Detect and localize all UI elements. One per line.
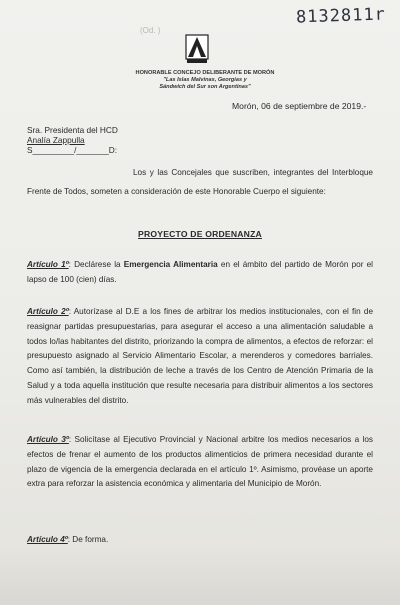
article-3-text: : Solicítase al Ejecutivo Provincial y Nacional arbitre los medios necesarios a los efectos de frenar el aumento de los productos alimenticios de primera necesidad durante el plazo de vigencia de la emergencia declarada en el artículo 1º. Asimismo, provéase un aporte extra para reforzar la asistencia económica y alimentaria del Municipio de Morón. (27, 435, 374, 489)
document-title: PROYECTO DE ORDENANZA (138, 229, 262, 239)
organization-header (110, 70, 300, 91)
article-3 (27, 433, 373, 492)
motto-line-2: Sándwich del Sur son Argentinas" (159, 84, 251, 90)
paper-shadow (0, 545, 400, 605)
organization-name: HONORABLE CONCEJO DELIBERANTE DE MORÓN (135, 70, 275, 76)
faint-annotation: (Od. ) (140, 26, 161, 35)
article-4-label: Artículo 4º (27, 535, 68, 544)
article-1-highlight: Emergencia Alimentaria (123, 260, 218, 269)
article-4 (27, 533, 373, 548)
document-date: Morón, 06 de septiembre de 2019.- (232, 101, 367, 111)
article-2-text: : Autorízase al D.E a los fines de arbitrar los medios institucionales, con el fin de reasignar partidas presupuestarias, para asegurar el acceso a una alimentación saludable a todos lo/las habitantes del distrito, priorizando la compra de alimentos, a efectos de reforzar: el presupuesto asignado al Servicio Alimentario Escolar, a merenderos y comedores barriales. Como así también, la distribución de leche a través de los Centro de Atención Primaria de la Salud y a toda aquella institución que resulte necesaria para distribuir alimentos a los sectores más vulnerables del distrito. (27, 307, 373, 405)
article-1: Artículo 1º: Declárese la Emergencia Alimentaria en el ámbito del partido de Morón por el lapso de 100 (cien) días. (27, 260, 373, 284)
article-2-label: Artículo 2º (27, 307, 69, 316)
council-logo-icon (185, 34, 209, 64)
article-1-label: Artículo 1º (27, 260, 69, 269)
article-2 (27, 305, 373, 409)
addressee-salutation: S_________/_______D: (27, 145, 118, 155)
addressee-line-2 (27, 135, 85, 145)
addressee-name: Analía Zappulla (27, 135, 85, 145)
handwritten-file-number: 8132811r (295, 4, 387, 28)
article-4-text: : De forma. (67, 535, 109, 544)
intro-paragraph: Los y las Concejales que suscriben, integrantes del Interbloque Frente de Todos, someten a consideración de este Honorable Cuerpo el siguiente: (27, 168, 373, 196)
article-3-label: Artículo 3º (27, 435, 69, 444)
motto-line-1: "Las Islas Malvinas, Georgias y (163, 77, 247, 83)
addressee-line-1: Sra. Presidenta del HCD (27, 125, 118, 135)
